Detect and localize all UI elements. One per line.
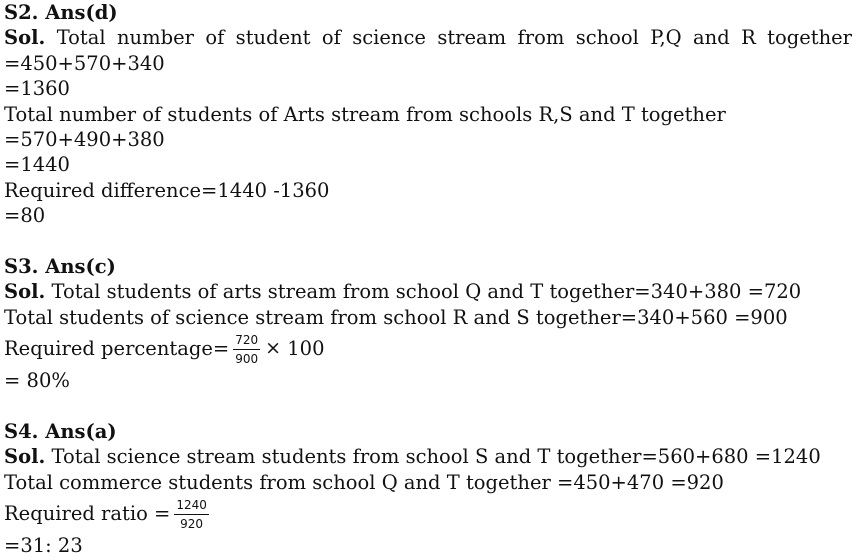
fraction-bar: [233, 349, 260, 350]
fraction-denominator: 920: [180, 516, 204, 531]
solutions-document: [4, 0, 852, 558]
s3-sol-text: Total students of arts stream from school Q and T together=340+380 =720: [51, 280, 802, 304]
s3-result: = 80%: [4, 369, 70, 393]
fraction-denominator: 900: [235, 351, 259, 366]
s2-line-3: =1360: [4, 77, 70, 101]
s4-line-2: Total commerce students from school Q and T together =450+470 =920: [4, 470, 724, 494]
s2-heading: S2. Ans(d): [4, 1, 118, 24]
solution-s3: [4, 254, 852, 394]
s3-heading: S3. Ans(c): [4, 254, 116, 278]
sol-label: Sol.: [4, 445, 46, 469]
s2-line-6: =1440: [4, 153, 70, 177]
s4-required-label: Required ratio =: [4, 502, 171, 526]
s3-required-line: [4, 330, 852, 368]
solution-s2: [4, 0, 852, 229]
s2-line-7: Required difference=1440 -1360: [4, 178, 330, 202]
multiply-sign: ×: [265, 337, 282, 360]
s4-sol-line: [4, 444, 852, 469]
section-spacer: [4, 229, 852, 254]
solution-s4: [4, 419, 852, 559]
s3-line-2: Total students of science stream from school R and S together=340+560 =900: [4, 305, 788, 329]
s2-line-4: Total number of students of Arts stream from schools R,S and T together: [4, 102, 726, 126]
section-spacer: [4, 393, 852, 418]
s4-result: =31: 23: [4, 534, 83, 558]
s2-line-2: =450+570+340: [4, 51, 165, 75]
sol-label: Sol.: [4, 280, 46, 304]
s3-required-label: Required percentage=: [4, 337, 230, 361]
s2-line-5: =570+490+380: [4, 127, 165, 151]
fraction-numerator: 720: [235, 332, 259, 347]
s3-fraction: [233, 333, 260, 366]
fraction-bar: [174, 514, 209, 515]
s3-multiplier: 100: [287, 337, 325, 361]
sol-label: Sol.: [4, 26, 46, 50]
s2-line-8: =80: [4, 204, 46, 228]
fraction-numerator: 1240: [176, 497, 207, 512]
s4-required-line: [4, 495, 852, 533]
s4-fraction: [174, 498, 209, 531]
s2-sol-line: [4, 25, 852, 50]
s4-sol-text: Total science stream students from school S and T together=560+680 =1240: [51, 445, 821, 469]
s4-heading: S4. Ans(a): [4, 419, 117, 443]
s3-sol-line: [4, 279, 852, 304]
s2-sol-text: Total number of student of science stream from school P,Q and R together: [56, 26, 853, 50]
